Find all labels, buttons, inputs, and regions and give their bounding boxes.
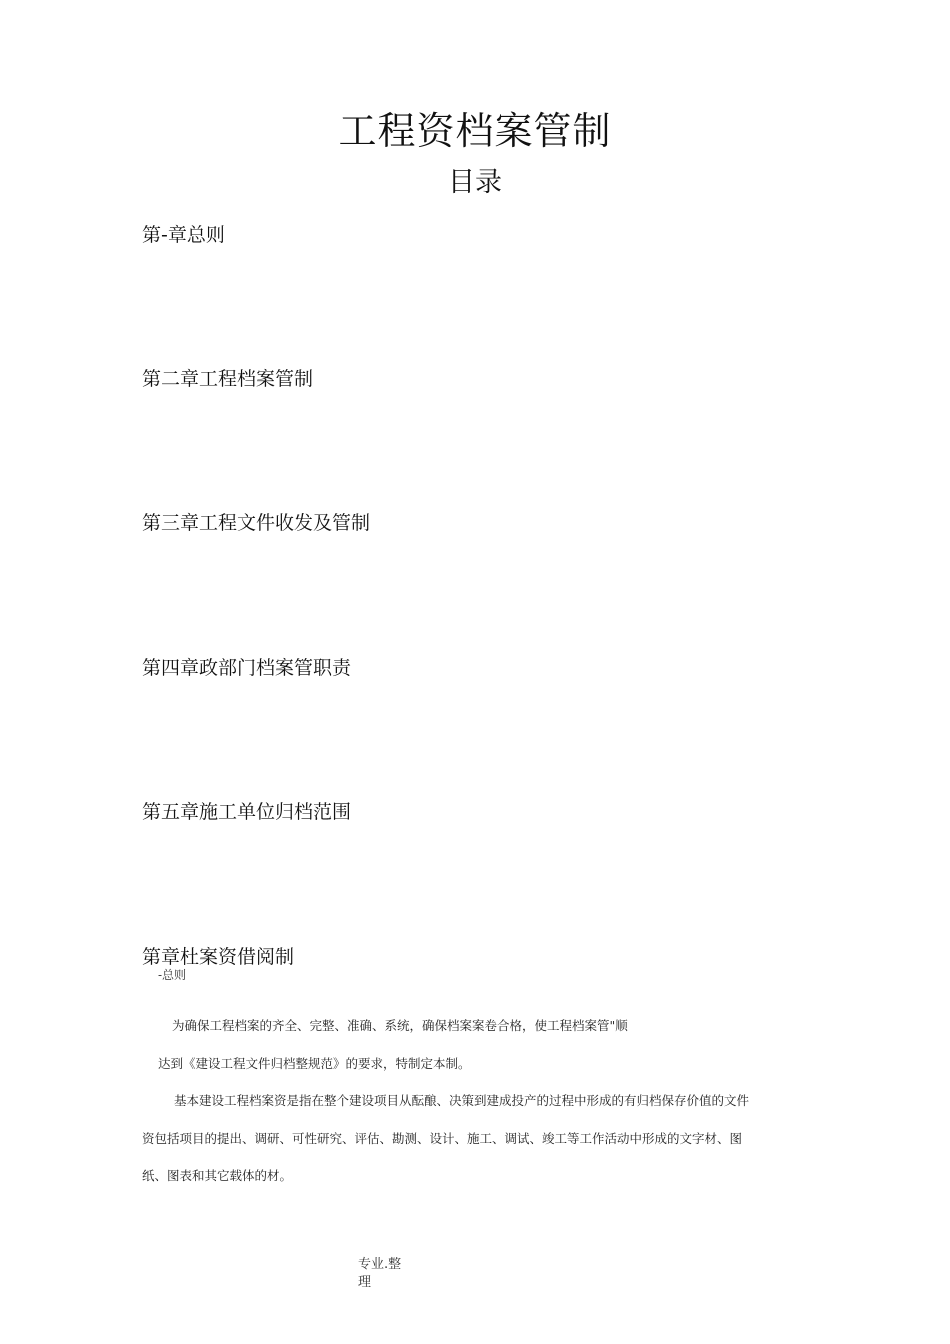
paragraph-line-4: 资包括项目的提出、调研、可性研究、评估、勘测、设计、施工、调试、竣工等工作活动中形成的文字材、图	[142, 1131, 743, 1146]
document-title: 工程资档案管制	[338, 109, 612, 153]
paragraph-line-2: 达到《建设工程文件归档整规范》的要求，特制定本制。	[158, 1056, 471, 1071]
section-label: -总则	[158, 968, 187, 982]
paragraph-line-5: 纸、图表和其它载体的材。	[142, 1168, 293, 1183]
toc-chapter-5: 第五章施工单位归档范围	[142, 801, 352, 823]
page-footer	[358, 1256, 418, 1292]
toc-chapter-4: 第四章政部门档案管职责	[142, 657, 352, 679]
paragraph-line-3: 基本建设工程档案资是指在整个建设项目从酝酿、决策到建成投产的过程中形成的有归档保存价值的文件	[174, 1093, 750, 1108]
footer-line-1: 专业.整	[358, 1257, 402, 1272]
toc-chapter-2: 第二章工程档案管制	[142, 368, 314, 390]
footer-line-2: 理	[358, 1275, 372, 1290]
toc-chapter-3: 第三章工程文件收发及管制	[142, 512, 371, 534]
toc-chapter-6: 第章杜案资借阅制	[142, 946, 295, 968]
paragraph-line-1: 为确保工程档案的齐全、完整、准确、系统，确保档案案卷合格，使工程档案管"顺	[172, 1018, 628, 1033]
toc-heading: 目录	[448, 167, 502, 198]
toc-chapter-1: 第-章总则	[142, 224, 225, 246]
